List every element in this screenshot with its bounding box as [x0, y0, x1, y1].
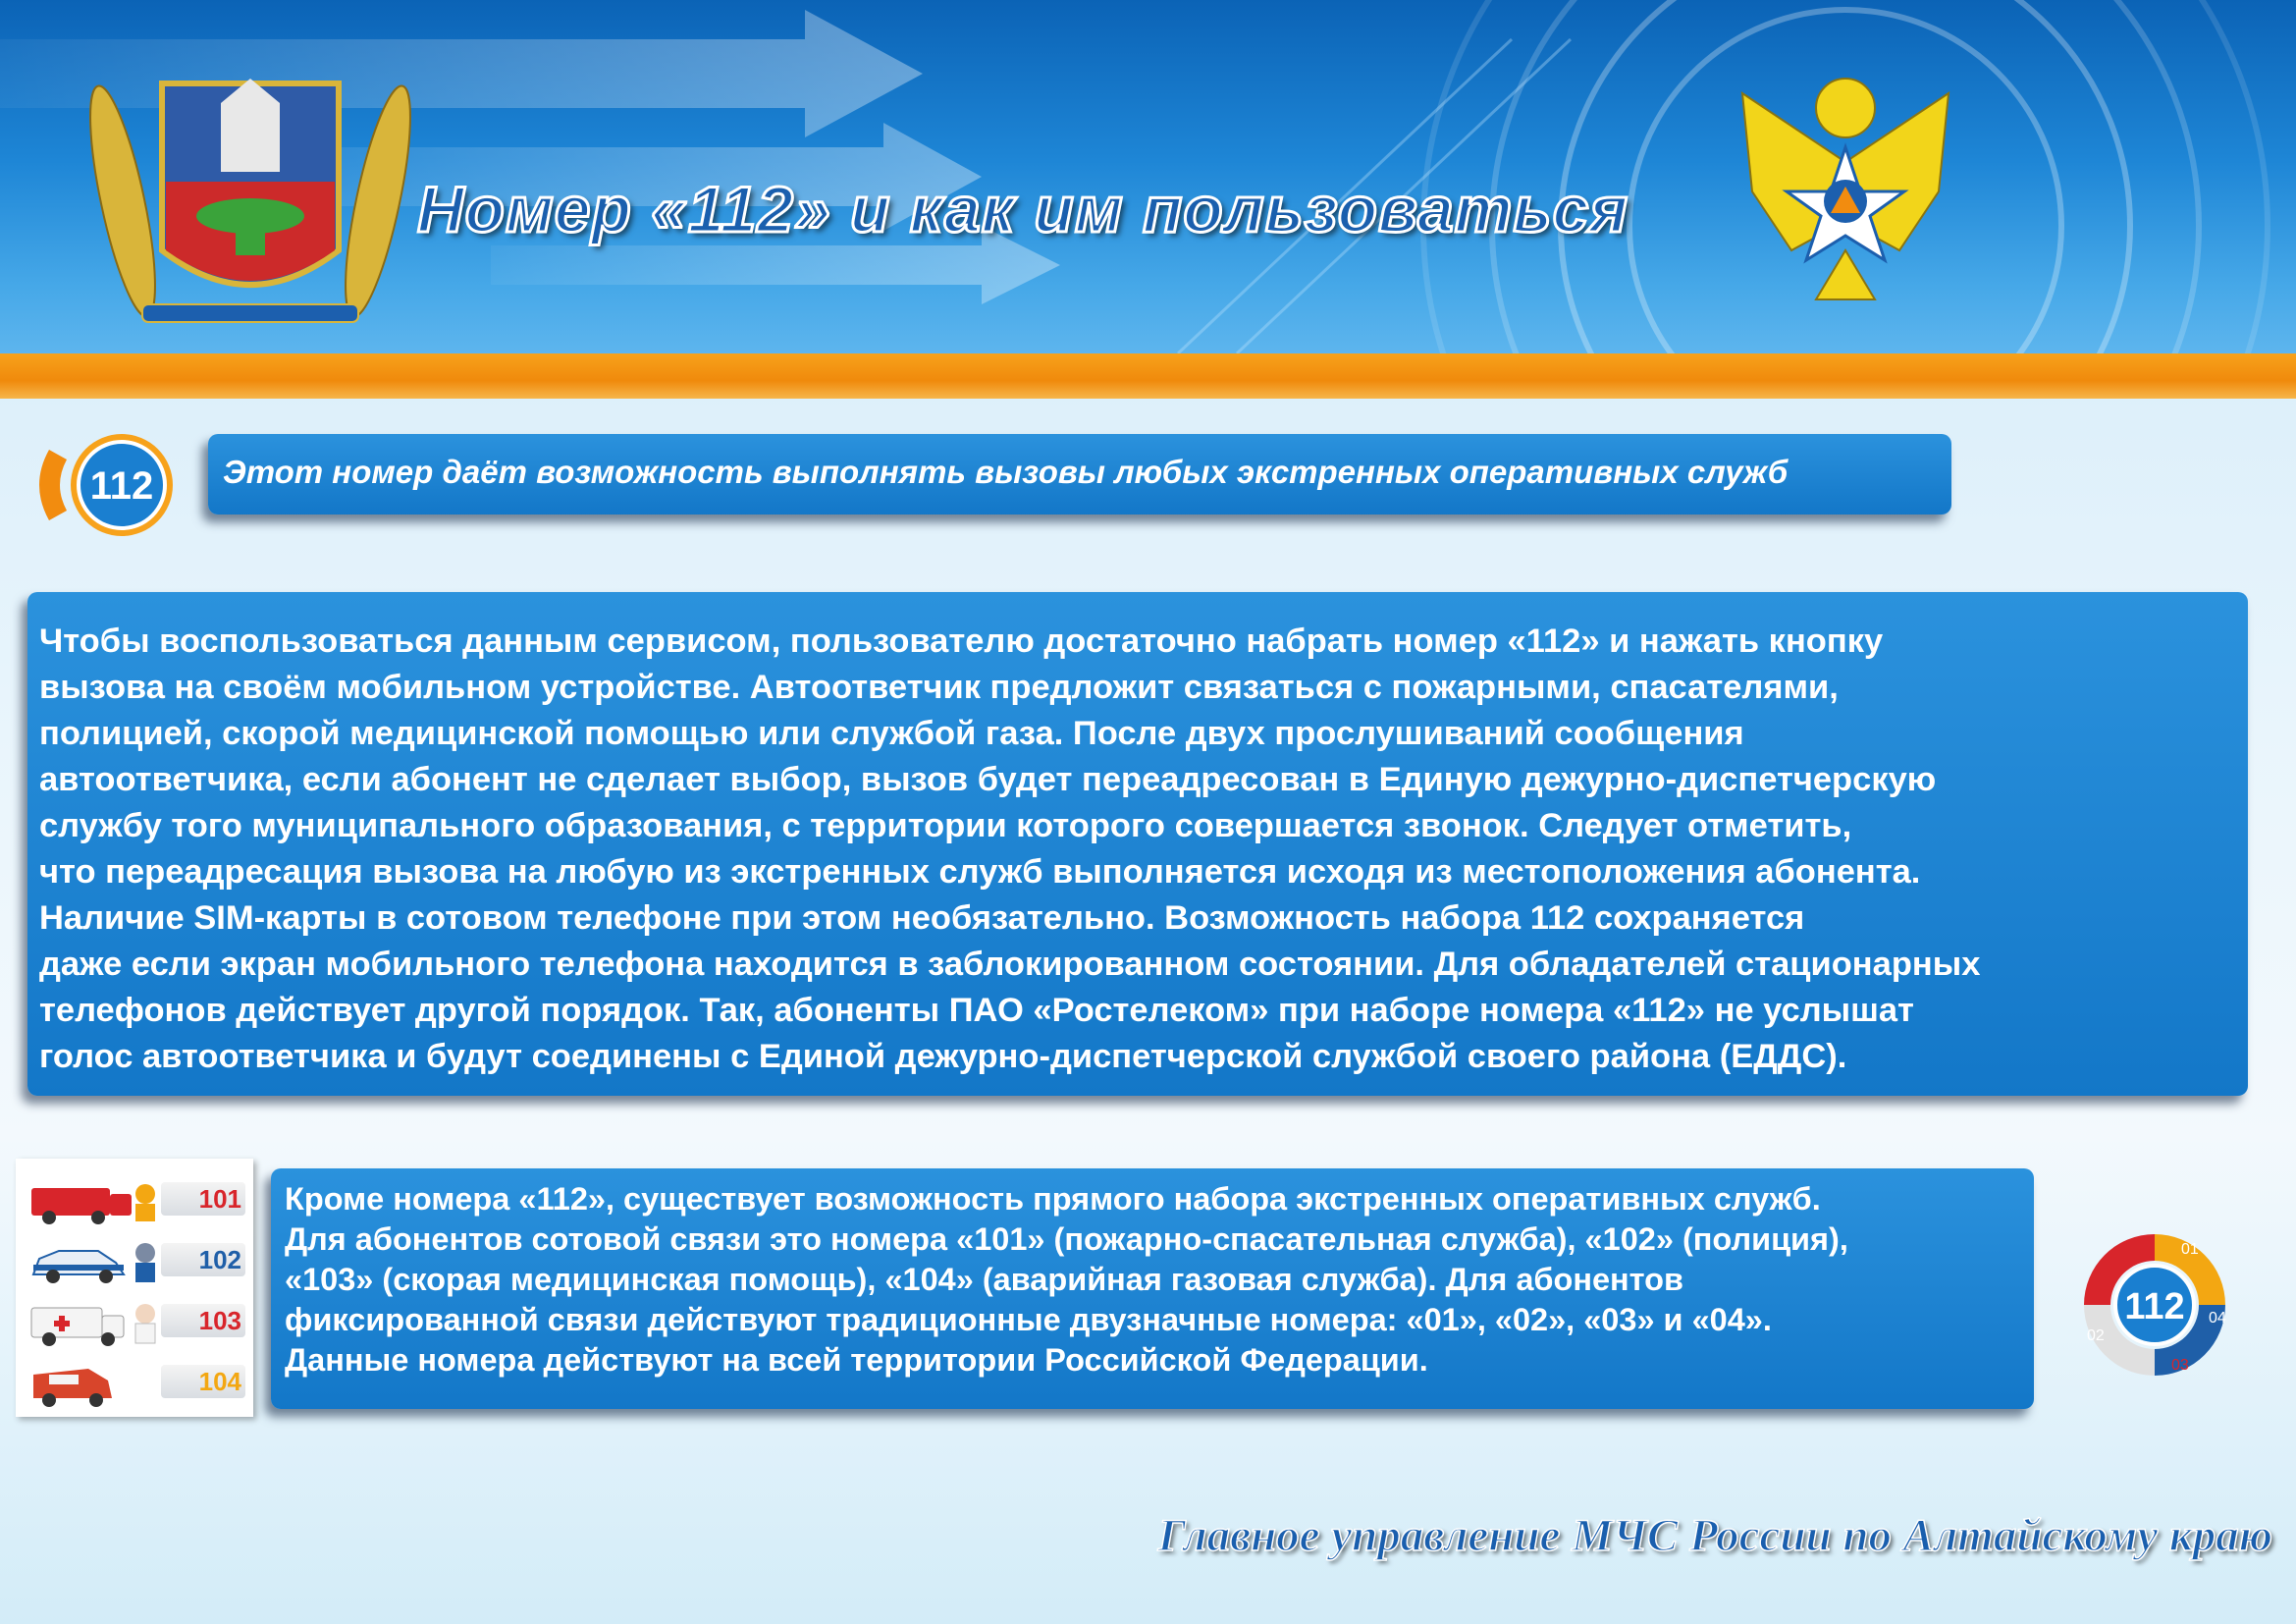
ring-segment-01: 01: [2181, 1241, 2199, 1258]
main-info-text: Чтобы воспользоваться данным сервисом, пользователю достаточно набрать номер «112» и нажать кнопку вызова на своём мобильном устройстве. Автоответчик предложит связаться с пожарными, спасателями, полицией, скорой медицинской помощью или службой газа. После двух прослушиваний сообщения автоответчика, если абонент не сделает выбор, вызов будет переадресован в Единую дежурно-диспетчерскую службу того муниципального образования, с территории которого совершается звонок. Следует отметить, что переадресация вызова на любую из экстренных служб выполняется исходя из местоположения абонента. Наличие SIM-карты в сотовом телефоне при этом необязательно. Возможность набора 112 сохраняется даже если экран мобильного телефона находится в заблокированном состоянии. Для обладателей стационарных телефонов действует другой порядок. Так, абоненты ПАО «Ростелеком» при наборе номера «112» не услышат голос автоответчика и будут соединены с Единой дежурно-диспетчерской службой своего района (ЕДДС).: [39, 623, 1981, 1075]
phone-112-icon: [29, 430, 187, 540]
emergency-numbers-ring-icon: [2061, 1215, 2248, 1396]
ring-segment-03: 03: [2171, 1357, 2189, 1374]
gas-service-van-icon: [29, 1359, 157, 1408]
service-number-104: 104: [161, 1365, 245, 1398]
ring-center-number: 112: [2124, 1286, 2185, 1327]
service-row-ambulance: [16, 1290, 253, 1349]
page-title: Номер «112» и как им пользоваться: [417, 173, 1629, 245]
services-panel: [16, 1159, 253, 1417]
service-number-102: 102: [161, 1243, 245, 1276]
service-row-police: [16, 1229, 253, 1288]
header-orange-stripe: [0, 353, 2296, 399]
ambulance-icon: [29, 1298, 157, 1347]
ring-segment-02: 02: [2087, 1327, 2105, 1344]
ring-segment-04: 04: [2209, 1310, 2226, 1326]
direct-dial-info-box: [271, 1168, 2034, 1409]
mchs-eagle-emblem: [1723, 54, 1968, 324]
main-info-box: [27, 592, 2248, 1096]
service-row-gas: [16, 1351, 253, 1410]
altai-coat-of-arms-emblem: [83, 54, 417, 339]
service-number-103: 103: [161, 1304, 245, 1337]
footer-organization-name: Главное управление МЧС России по Алтайскому краю: [1157, 1510, 2272, 1561]
service-row-fire: [16, 1168, 253, 1227]
fire-truck-icon: [29, 1176, 157, 1225]
police-car-icon: [29, 1237, 157, 1286]
phone-icon-number: 112: [89, 464, 154, 508]
header-banner: [0, 0, 2296, 358]
service-number-101: 101: [161, 1182, 245, 1216]
subtitle-box: [208, 434, 1951, 514]
direct-dial-info-text: Кроме номера «112», существует возможность прямого набора экстренных оперативных служб. Для абонентов сотовой связи это номера «101» (пожарно-спасательная служба), «102» (полиция), «103» (скорая медицинская помощь), «104» (аварийная газовая служба). Для абонентов фиксированной связи действуют традиционные двузначные номера: «01», «02», «03» и «04». Данные номера действуют на всей территории Российской Федерации.: [285, 1181, 1848, 1378]
subtitle-text: Этот номер даёт возможность выполнять вызовы любых экстренных оперативных служб: [223, 454, 1789, 490]
